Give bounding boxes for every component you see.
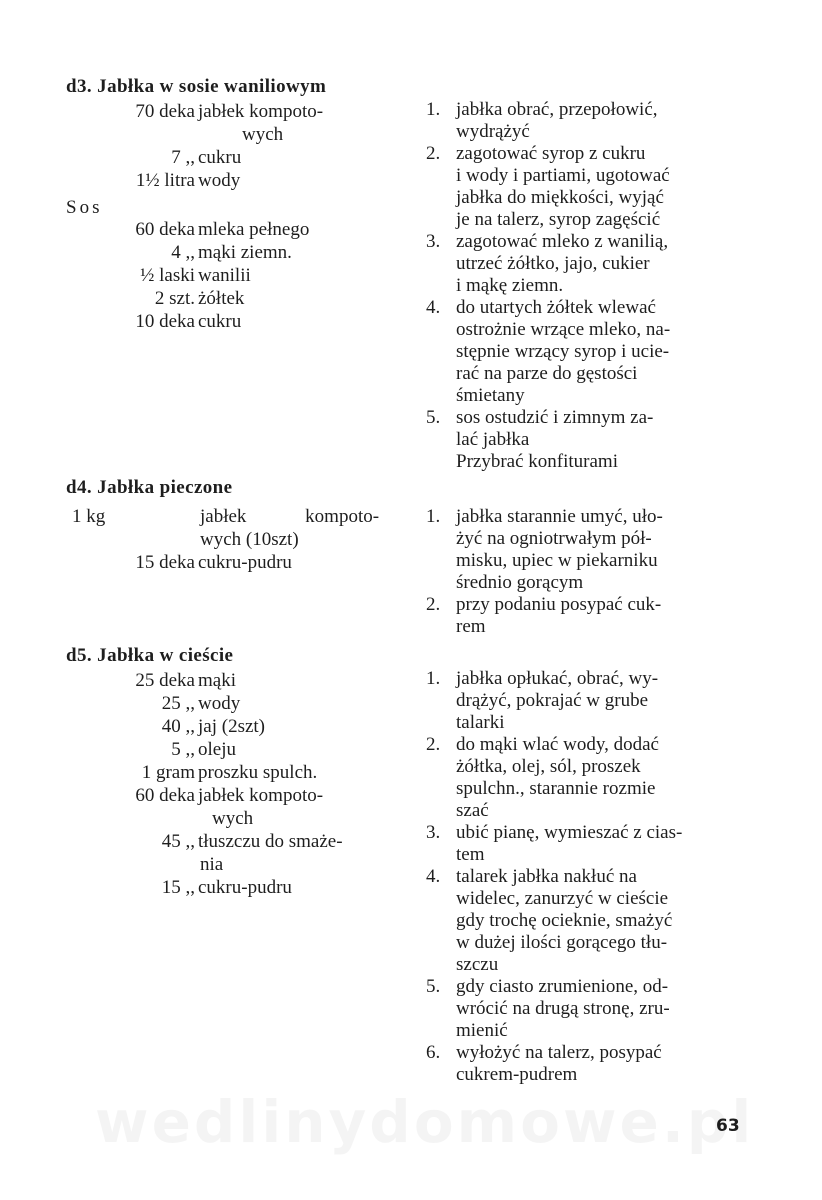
- step-number: 5.: [426, 407, 441, 428]
- step-line: drążyć, pokrajać w grube: [456, 690, 649, 711]
- step-line: tem: [456, 844, 485, 865]
- step-number: 1.: [426, 506, 441, 527]
- ingredient-row: [60, 218, 400, 241]
- step-number: 2.: [426, 143, 441, 164]
- step-text: [456, 143, 744, 231]
- step-line: spulchn., starannie rozmie: [456, 778, 656, 799]
- ingredient-list: [60, 505, 400, 574]
- ingredient-qty: 4 ,,: [171, 242, 195, 263]
- step-line: jabłka obrać, przepołowić,: [456, 99, 658, 120]
- ingredient-row: [60, 310, 400, 333]
- step-line: wrócić na drugą stronę, zru-: [456, 998, 670, 1019]
- ingredient-row: [60, 692, 400, 715]
- step-number: 1.: [426, 668, 441, 689]
- step-item: [426, 506, 744, 594]
- step-line: żółtka, olej, sól, proszek: [456, 756, 641, 777]
- step-line: talarki: [456, 712, 505, 733]
- step-line: do mąki wlać wody, dodać: [456, 734, 659, 755]
- step-item: [426, 668, 744, 734]
- step-item: [426, 866, 744, 976]
- ingredient-name: wody: [198, 170, 241, 191]
- ingredient-qty: 1 gram: [141, 762, 195, 783]
- step-line: jabłka do miękkości, wyjąć: [456, 187, 664, 208]
- step-text: [456, 231, 744, 297]
- step-line: wydrążyć: [456, 121, 530, 142]
- step-line: stępnie wrzący syrop i ucie-: [456, 341, 670, 362]
- sauce-ingredient-list: [60, 218, 400, 333]
- ingredient-qty: [60, 123, 198, 146]
- ingredient-name: tłuszczu do smaże-: [198, 831, 343, 852]
- step-number: 2.: [426, 734, 441, 755]
- ingredient-row: [60, 123, 400, 146]
- step-line: średnio gorącym: [456, 572, 584, 593]
- step-text: [456, 594, 744, 638]
- ingredient-name: mąki: [198, 670, 236, 691]
- ingredient-name: cukru-pudru: [198, 552, 292, 573]
- ingredient-row: [60, 100, 400, 123]
- step-line: śmietany: [456, 385, 525, 406]
- ingredient-name: jabłek kompoto-: [198, 785, 324, 806]
- step-item: [426, 734, 744, 822]
- step-item: [426, 143, 744, 231]
- ingredient-qty: 25 deka: [135, 670, 195, 691]
- step-text: [456, 822, 744, 866]
- ingredient-name: żółtek: [198, 288, 245, 309]
- ingredient-qty: [60, 528, 198, 551]
- step-line: gdy ciasto zrumienione, od-: [456, 976, 669, 997]
- ingredient-row: [60, 876, 400, 899]
- ingredient-qty: [60, 807, 198, 830]
- ingredient-row: [60, 807, 400, 830]
- step-item: [426, 99, 744, 143]
- ingredient-name: cukru: [198, 311, 242, 332]
- ingredient-qty: 1½ litra: [135, 170, 195, 191]
- step-number: 3.: [426, 231, 441, 252]
- ingredient-qty: ½ laski: [140, 265, 195, 286]
- ingredient-qty: 2 szt.: [154, 288, 195, 309]
- step-line: misku, upiec w piekarniku: [456, 550, 658, 571]
- step-text: [456, 976, 744, 1042]
- step-line: ubić pianę, wymieszać z cias-: [456, 822, 683, 843]
- ingredient-row: [60, 830, 400, 853]
- ingredient-qty: 1 kg: [72, 506, 106, 527]
- step-text: [456, 734, 744, 822]
- recipe-title: d4. Jabłka pieczone: [66, 477, 233, 498]
- recipe-title: d3. Jabłka w sosie waniliowym: [66, 76, 327, 97]
- step-item: [426, 822, 744, 866]
- ingredient-name: wych: [242, 124, 284, 145]
- ingredient-name: nia: [200, 854, 224, 875]
- step-text: [456, 297, 744, 407]
- step-line: żyć na ogniotrwałym pół-: [456, 528, 652, 549]
- ingredient-row: [60, 784, 400, 807]
- ingredient-row: [60, 761, 400, 784]
- step-number: 4.: [426, 297, 441, 318]
- watermark: [95, 1088, 754, 1156]
- step-item: [426, 407, 744, 451]
- step-number: 2.: [426, 594, 441, 615]
- step-list: [426, 99, 744, 473]
- ingredient-qty: [60, 853, 198, 876]
- ingredient-qty: 70 deka: [135, 101, 195, 122]
- ingredient-qty: 60 deka: [135, 219, 195, 240]
- step-line: je na talerz, syrop zagęścić: [456, 209, 661, 230]
- ingredient-row: [60, 264, 400, 287]
- step-line: wyłożyć na talerz, posypać: [456, 1042, 662, 1063]
- ingredient-name: jaj (2szt): [198, 716, 266, 737]
- ingredient-name: wych: [212, 808, 254, 829]
- ingredient-name: wody: [198, 693, 241, 714]
- step-number: 4.: [426, 866, 441, 887]
- step-item: [426, 1042, 744, 1086]
- ingredient-row: [60, 505, 400, 528]
- ingredient-row: [60, 669, 400, 692]
- step-line: jabłka opłukać, obrać, wy-: [456, 668, 659, 689]
- step-line: w dużej ilości gorącego tłu-: [456, 932, 668, 953]
- ingredient-qty: 15 deka: [135, 552, 195, 573]
- step-line: talarek jabłka nakłuć na: [456, 866, 637, 887]
- step-line: przy podaniu posypać cuk-: [456, 594, 662, 615]
- ingredient-qty: 7 ,,: [171, 147, 195, 168]
- step-list: [426, 668, 744, 1086]
- step-line: rać na parze do gęstości: [456, 363, 638, 384]
- step-number: 6.: [426, 1042, 441, 1063]
- step-text: [456, 668, 744, 734]
- ingredient-row: [60, 853, 400, 876]
- step-line: szać: [456, 800, 489, 821]
- step-item: [426, 594, 744, 638]
- step-item: [426, 976, 744, 1042]
- step-list: [426, 506, 744, 638]
- recipe-title: d5. Jabłka w cieście: [66, 645, 234, 666]
- step-line: utrzeć żółtko, jajo, cukier: [456, 253, 650, 274]
- ingredient-name: jabłek kompoto-: [198, 101, 324, 122]
- sauce-label: Sos: [66, 197, 103, 218]
- ingredient-list: [60, 100, 400, 192]
- ingredient-name: wanilii: [198, 265, 251, 286]
- step-line: zagotować mleko z wanilią,: [456, 231, 669, 252]
- step-line: jabłka starannie umyć, uło-: [456, 506, 663, 527]
- step-number: 5.: [426, 976, 441, 997]
- step-line: cukrem-pudrem: [456, 1064, 578, 1085]
- step-text: [456, 1042, 744, 1086]
- ingredient-row: [60, 241, 400, 264]
- step-line: zagotować syrop z cukru: [456, 143, 646, 164]
- ingredient-list: [60, 669, 400, 899]
- ingredient-row: [60, 738, 400, 761]
- ingredient-row: [60, 715, 400, 738]
- step-item: [426, 231, 744, 297]
- step-line: mienić: [456, 1020, 508, 1041]
- step-number: 3.: [426, 822, 441, 843]
- garnish-note: Przybrać konfiturami: [456, 451, 618, 472]
- ingredient-row: [60, 528, 400, 551]
- ingredient-name: cukru: [198, 147, 242, 168]
- ingredient-name: wych (10szt): [200, 529, 299, 550]
- ingredient-qty: 10 deka: [135, 311, 195, 332]
- step-line: rem: [456, 616, 486, 637]
- ingredient-name: jabłek kompoto-: [200, 506, 380, 527]
- ingredient-name: mleka pełnego: [198, 219, 310, 240]
- step-line: sos ostudzić i zimnym za-: [456, 407, 654, 428]
- step-item: [426, 297, 744, 407]
- ingredient-row: [60, 551, 400, 574]
- ingredient-row: [60, 146, 400, 169]
- ingredient-qty: 15 ,,: [161, 877, 195, 898]
- ingredient-name: proszku spulch.: [198, 762, 318, 783]
- step-text: [456, 866, 744, 976]
- step-line: do utartych żółtek wlewać: [456, 297, 656, 318]
- ingredient-qty: 60 deka: [135, 785, 195, 806]
- step-line: ostrożnie wrzące mleko, na-: [456, 319, 671, 340]
- ingredient-name: oleju: [198, 739, 236, 760]
- ingredient-qty: 25 ,,: [161, 693, 195, 714]
- step-line: i wody i partiami, ugotować: [456, 165, 670, 186]
- ingredient-qty: 5 ,,: [171, 739, 195, 760]
- ingredient-qty: 40 ,,: [161, 716, 195, 737]
- ingredient-name: cukru-pudru: [198, 877, 292, 898]
- step-text: [456, 506, 744, 594]
- step-line: i mąkę ziemn.: [456, 275, 564, 296]
- step-text: [456, 407, 744, 451]
- step-text: [456, 99, 744, 143]
- step-line: lać jabłka: [456, 429, 530, 450]
- ingredient-qty: 45 ,,: [161, 831, 195, 852]
- step-line: widelec, zanurzyć w cieście: [456, 888, 669, 909]
- page-number: 63: [716, 1116, 740, 1136]
- ingredient-row: [60, 287, 400, 310]
- ingredient-row: [60, 169, 400, 192]
- step-number: 1.: [426, 99, 441, 120]
- step-line: szczu: [456, 954, 499, 975]
- step-line: gdy trochę ocieknie, smażyć: [456, 910, 673, 931]
- ingredient-name: mąki ziemn.: [198, 242, 292, 263]
